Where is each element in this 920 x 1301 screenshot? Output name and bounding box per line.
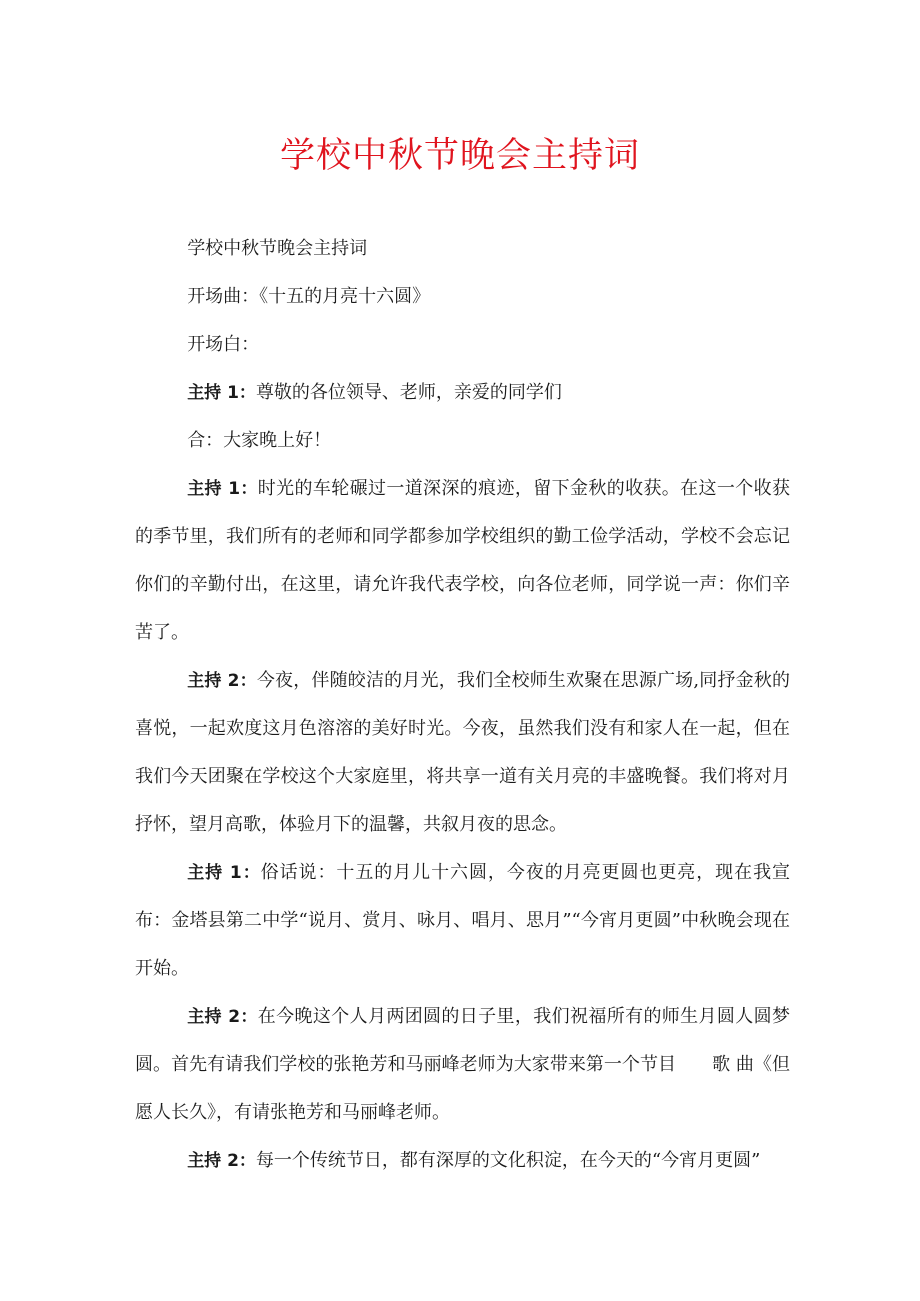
paragraph — [135, 849, 790, 993]
paragraph — [135, 369, 790, 417]
paragraph-text: 今夜，伴随皎洁的月光，我们全校师生欢聚在思源广场,同抒金秋的喜悦，一起欢度这月色溶溶的美好时光。今夜，虽然我们没有和家人在一起，但在我们今天团聚在学校这个大家庭里，将共享一道有关月亮的丰盛晚餐。我们将对月抒怀，望月高歌，体验月下的温馨，共叙月夜的思念。 — [135, 670, 791, 835]
paragraph-text: 俗话说：十五的月儿十六圆，今夜的月亮更圆也更亮，现在我宣布：金塔县第二中学“说月、赏月、咏月、唱月、思月”“今宵月更圆”中秋晚会现在开始。 — [135, 862, 791, 979]
paragraph-text: 开场白： — [187, 334, 260, 355]
paragraph — [135, 321, 790, 369]
speaker-label: 主持 2： — [187, 1007, 258, 1027]
paragraph-text: 尊敬的各位领导、老师，亲爱的同学们 — [255, 382, 562, 403]
speaker-label: 主持 1： — [187, 383, 256, 403]
paragraph — [135, 465, 790, 657]
paragraph-text: 合：大家晚上好！ — [187, 430, 332, 451]
paragraph-text: 学校中秋节晚会主持词 — [187, 238, 368, 259]
speaker-label: 主持 1： — [187, 479, 258, 499]
paragraph-text: 开场曲：《十五的月亮十六圆》 — [187, 286, 431, 307]
document-title: 学校中秋节晚会主持词 — [279, 136, 640, 176]
speaker-label: 主持 1： — [187, 863, 261, 883]
paragraph — [135, 225, 790, 273]
paragraph-text: 时光的车轮碾过一道深深的痕迹，留下金秋的收获。在这一个收获的季节里，我们所有的老师和同学都参加学校组织的勤工俭学活动，学校不会忘记你们的辛勤付出，在这里，请允许我代表学校，向各位老师，同学说一声：你们辛苦了。 — [135, 478, 790, 643]
paragraph — [135, 1137, 790, 1185]
document-body — [135, 225, 790, 1185]
paragraph — [135, 273, 790, 321]
paragraph-text: 每一个传统节日，都有深厚的文化积淀，在今天的“今宵月更圆” — [255, 1150, 761, 1171]
speaker-label: 主持 2： — [187, 1151, 256, 1171]
paragraph — [135, 993, 790, 1137]
paragraph — [135, 417, 790, 465]
paragraph — [135, 657, 790, 849]
speaker-label: 主持 2： — [187, 671, 257, 691]
paragraph-text: 在今晚这个人月两团圆的日子里，我们祝福所有的师生月圆人圆梦圆。首先有请我们学校的张艳芳和马丽峰老师为大家带来第一个节目 歌 曲《但愿人长久》，有请张艳芳和马丽峰老师。 — [135, 1006, 790, 1123]
